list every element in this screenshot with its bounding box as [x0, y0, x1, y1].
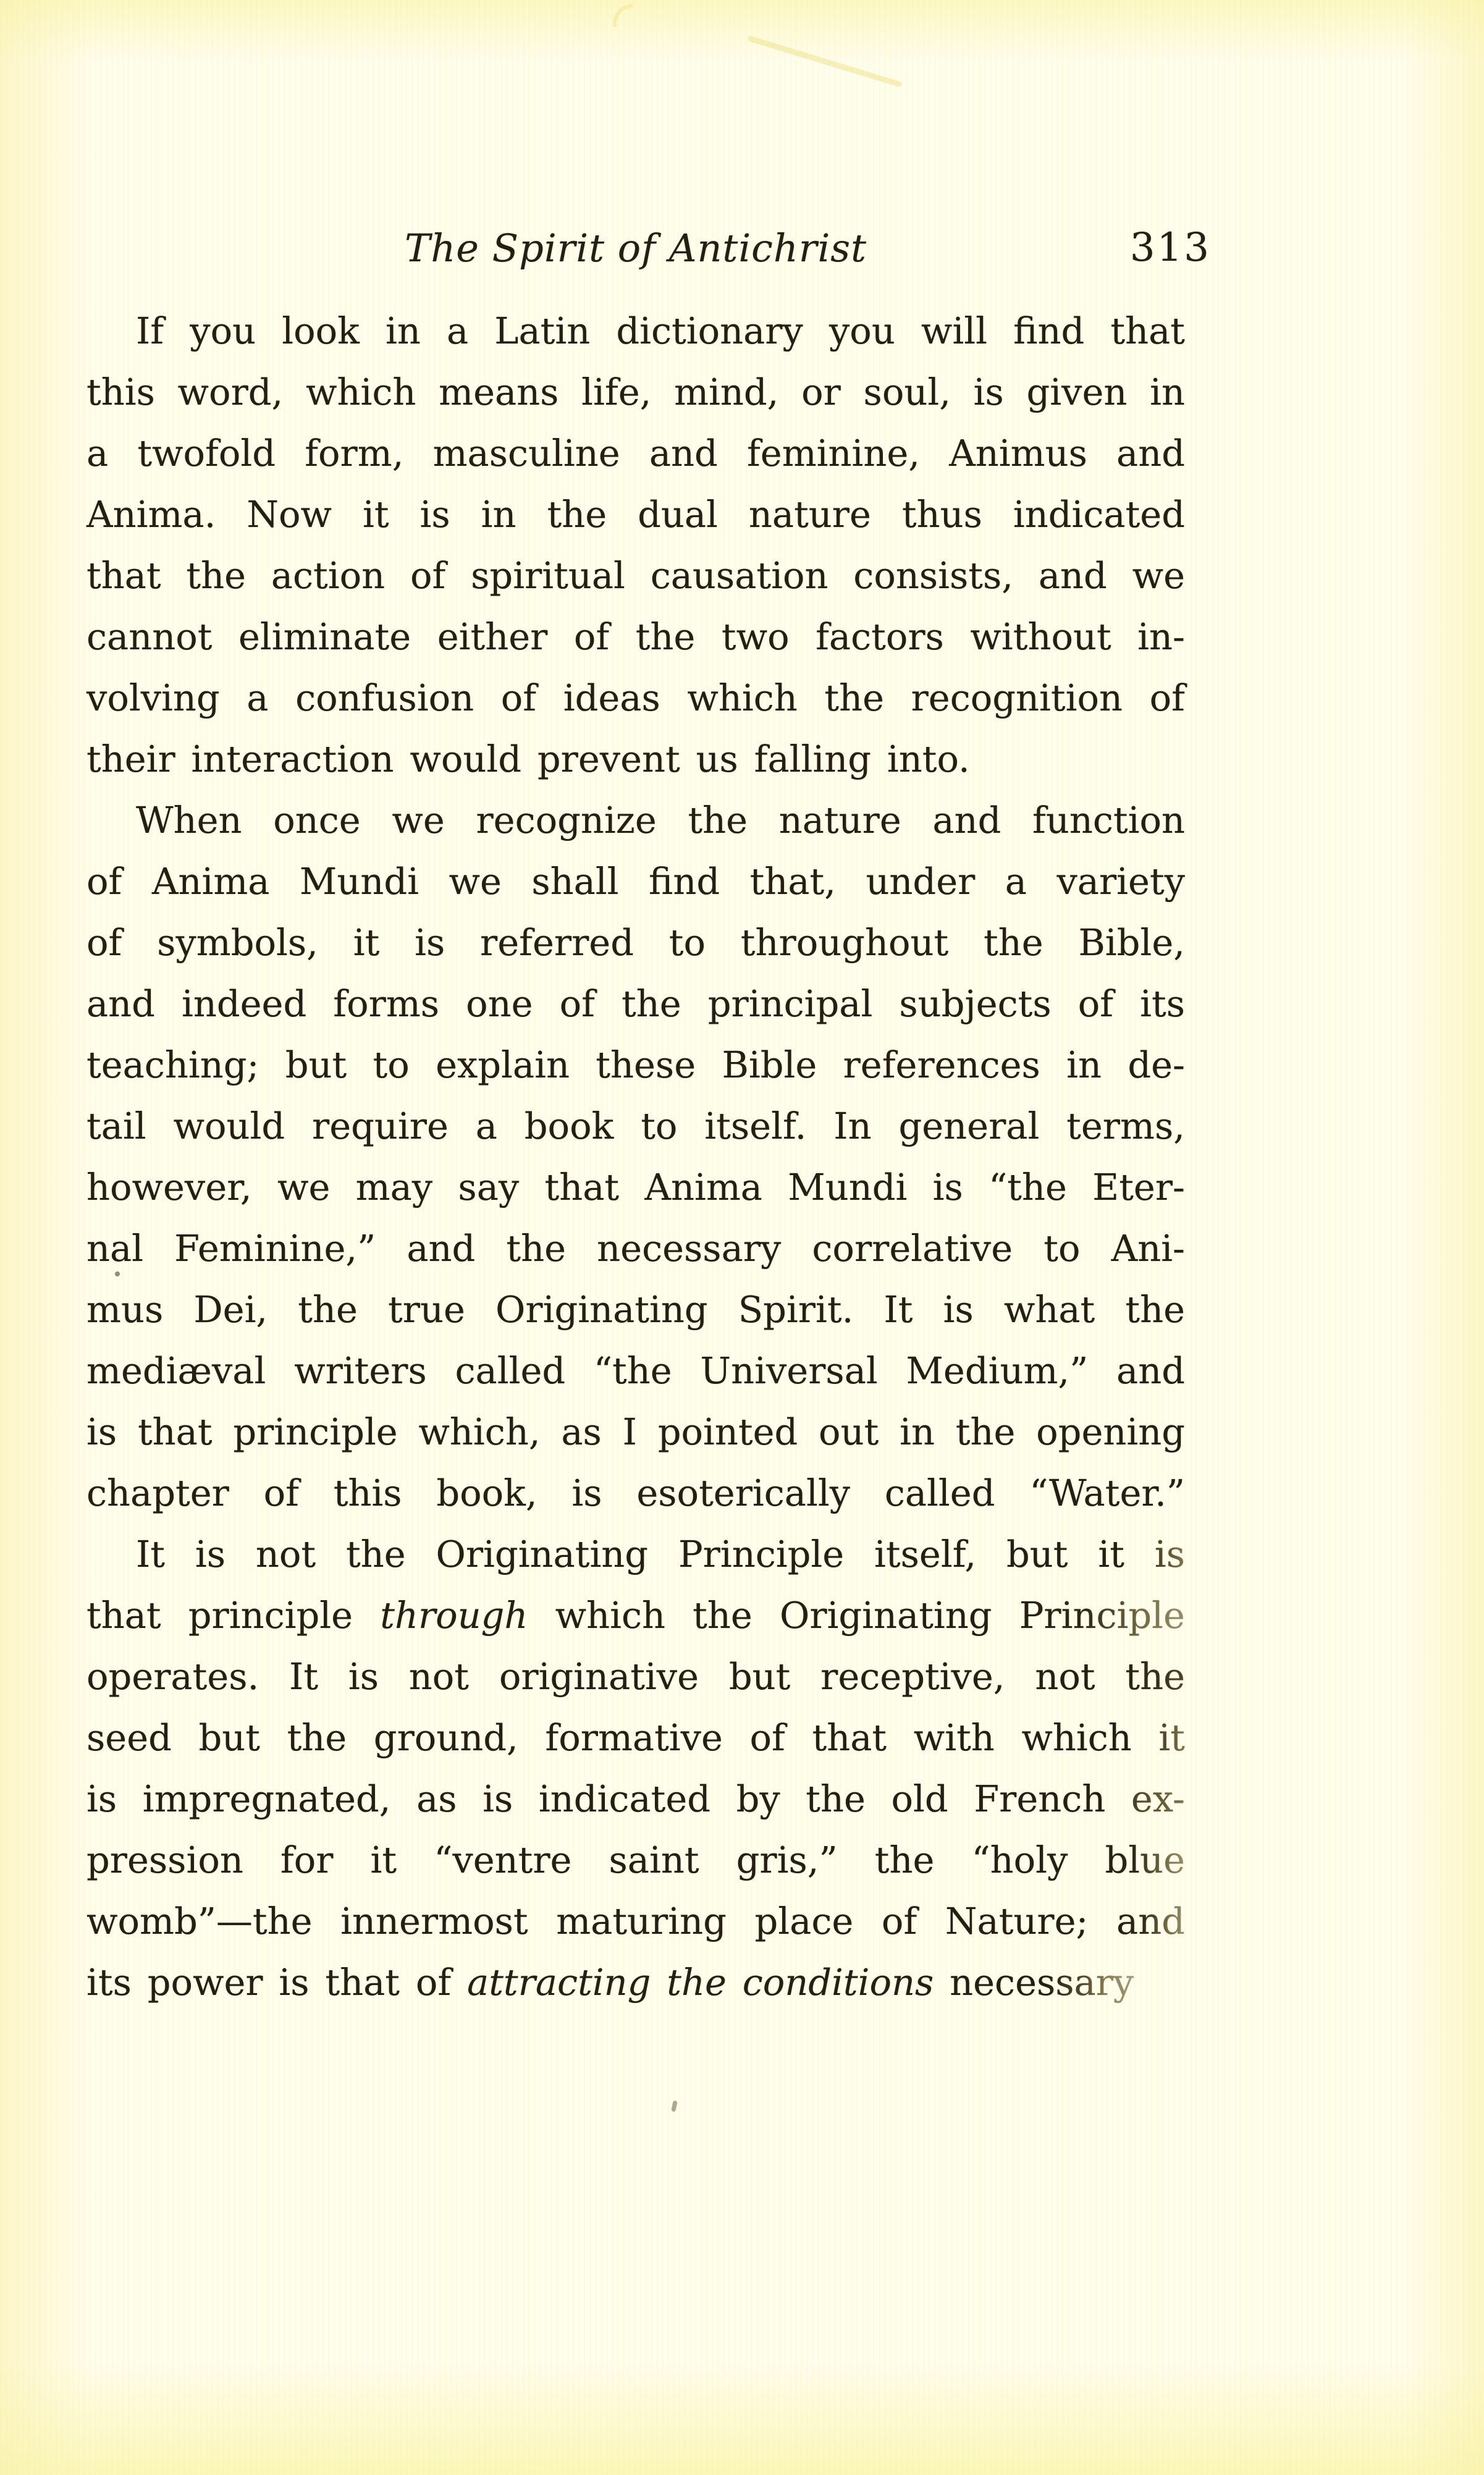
text-segment: When once we recognize the nature and function	[136, 799, 1185, 841]
text-line	[86, 1646, 1185, 1707]
text-segment: their interaction would prevent us falling into.	[86, 738, 970, 780]
text-segment: Anima. Now it is in the dual nature thus indicated	[86, 493, 1185, 536]
text-line	[86, 484, 1185, 545]
text-segment: It is not the Originating Principle itself, but it	[136, 1533, 1155, 1575]
page-number: 313	[1129, 225, 1211, 271]
text-segment: it	[1158, 1716, 1185, 1759]
text-line	[86, 300, 1185, 361]
text-segment: mus Dei, the true Originating Spirit. It is what the	[86, 1288, 1185, 1331]
page-title: The Spirit of Antichrist	[404, 226, 867, 271]
text-line	[86, 728, 1185, 790]
text-line	[86, 1585, 1185, 1646]
text-line	[86, 1340, 1185, 1401]
text-segment: which the Originating	[528, 1594, 1019, 1637]
text-segment: cannot eliminate either of the two factors without in-	[86, 615, 1185, 658]
text-segment: blue	[1105, 1839, 1185, 1881]
text-segment: is	[1154, 1533, 1185, 1575]
text-segment: its power is that of	[86, 1961, 468, 2004]
text-segment: pression for it “ventre saint gris,” the “holy	[86, 1839, 1105, 1881]
text-segment: this word, which means life, mind, or soul, is given in	[86, 371, 1185, 413]
text-line	[86, 1462, 1185, 1524]
paper-stain-stroke	[747, 35, 902, 88]
text-line	[86, 851, 1185, 912]
text-segment: and	[1116, 1900, 1185, 1942]
text-segment: that principle	[86, 1594, 381, 1637]
text-line	[86, 1279, 1185, 1340]
text-line	[86, 1524, 1185, 1585]
text-segment: If you look in a Latin dictionary you will find that	[136, 310, 1185, 352]
text-line	[86, 1768, 1185, 1829]
text-segment: that the action of spiritual causation consists, and we	[86, 554, 1185, 597]
text-segment: chapter of this book, is esoterically called “Water.”	[86, 1472, 1185, 1514]
ink-speck	[671, 2100, 678, 2112]
text-segment: is that principle which, as I pointed out in the opening	[86, 1410, 1185, 1453]
text-line	[86, 606, 1185, 667]
paper-stain-mark	[603, 0, 670, 61]
text-segment	[934, 1961, 950, 2004]
text-segment: is impregnated, as is indicated by the old French	[86, 1777, 1131, 1820]
text-segment: a twofold form, masculine and feminine, Animus and	[86, 432, 1185, 474]
text-segment: necessary	[950, 1961, 1134, 2004]
text-line	[86, 912, 1185, 973]
text-line	[86, 361, 1185, 423]
text-segment: volving a confusion of ideas which the recognition of	[86, 677, 1185, 719]
text-segment: of Anima Mundi we shall find that, under a variety	[86, 860, 1185, 903]
text-segment: Principle	[1019, 1594, 1185, 1637]
text-segment: teaching; but to explain these Bible references in de-	[86, 1044, 1185, 1086]
running-header	[86, 217, 1211, 279]
text-line	[86, 667, 1185, 728]
text-segment: however, we may say that Anima Mundi is “the Eter-	[86, 1166, 1185, 1208]
text-segment: and indeed forms one of the principal subjects of its	[86, 982, 1185, 1025]
text-segment: of symbols, it is referred to throughout the Bible,	[86, 921, 1185, 964]
text-line	[86, 1707, 1185, 1768]
text-line	[86, 1034, 1185, 1095]
text-line	[86, 1218, 1185, 1279]
text-segment: mediæval writers called “the Universal Medium,” and	[86, 1349, 1185, 1392]
text-segment: nal Feminine,” and the necessary correlative to Ani-	[86, 1227, 1185, 1270]
text-line	[86, 1829, 1185, 1891]
text-line	[86, 973, 1185, 1034]
text-segment: seed but the ground, formative of that with which	[86, 1716, 1159, 1759]
text-line	[86, 1157, 1185, 1218]
text-line	[86, 1095, 1185, 1157]
text-segment: womb”—the innermost maturing place of Nature;	[86, 1900, 1117, 1942]
text-line	[86, 423, 1185, 484]
text-line	[86, 790, 1185, 851]
text-line	[86, 1891, 1185, 1952]
text-segment: tail would require a book to itself. In general terms,	[86, 1105, 1185, 1147]
text-line	[86, 1952, 1185, 2013]
text-column	[86, 300, 1185, 2013]
italic-text: through	[380, 1594, 528, 1637]
text-segment: the	[1125, 1655, 1185, 1698]
italic-text: attracting the conditions	[467, 1961, 934, 2004]
text-line	[86, 545, 1185, 606]
text-segment: ex-	[1131, 1777, 1185, 1820]
text-segment: operates. It is not originative but receptive, not	[86, 1655, 1126, 1698]
text-line	[86, 1401, 1185, 1462]
